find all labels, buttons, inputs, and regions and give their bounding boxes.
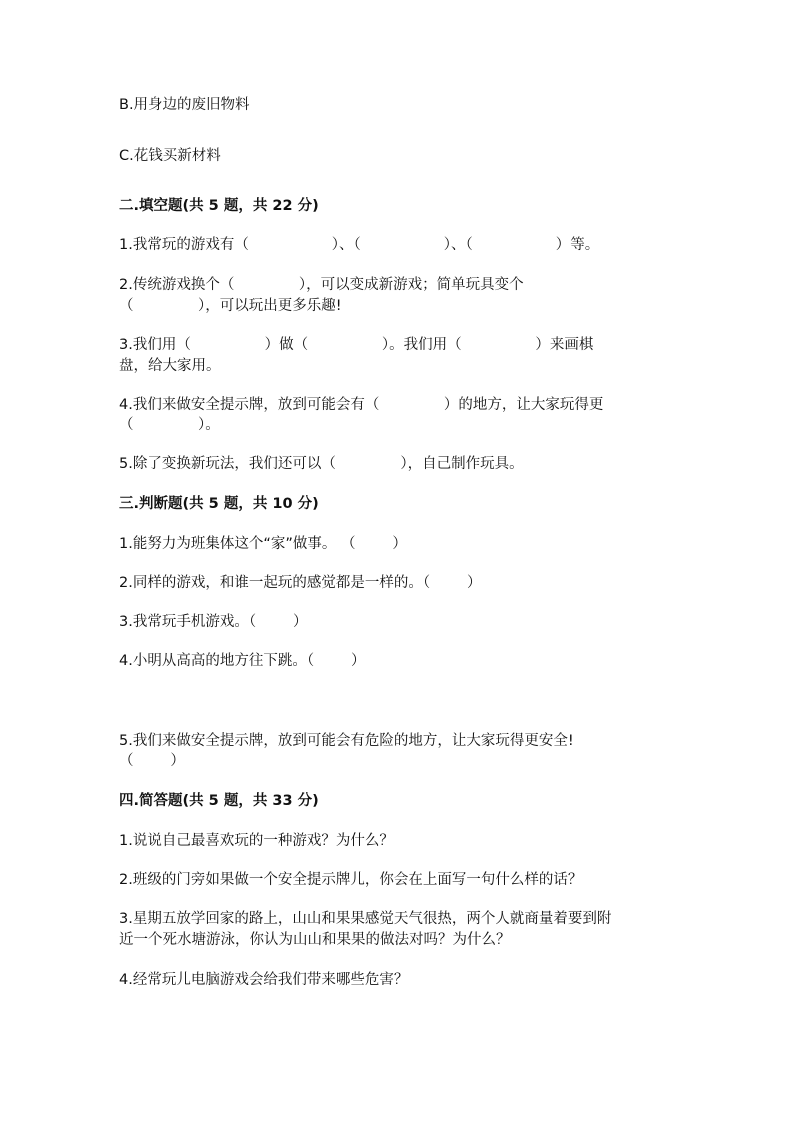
short-answer-question-3-line-1: 3.星期五放学回家的路上，山山和果果感觉天气很热，两个人就商量着要到附	[119, 911, 612, 927]
fill-blank-question-3-line-1: 3.我们用（ ）做（ ）。我们用（ ）来画棋	[119, 337, 594, 353]
true-false-question-4: 4.小明从高高的地方往下跳。（ ）	[119, 653, 366, 669]
true-false-question-3: 3.我常玩手机游戏。（ ）	[119, 614, 308, 630]
true-false-question-1: 1.能努力为班集体这个“家”做事。 （ ）	[119, 536, 407, 552]
section-heading-true-false: 三.判断题(共 5 题，共 10 分)	[119, 496, 319, 512]
fill-blank-question-5: 5.除了变换新玩法，我们还可以（ ），自己制作玩具。	[119, 456, 524, 472]
fill-blank-question-1: 1.我常玩的游戏有（ ）、（ ）、（ ）等。	[119, 237, 600, 253]
fill-blank-question-3-line-2: 盘，给大家用。	[119, 358, 221, 374]
fill-blank-question-4-line-1: 4.我们来做安全提示牌，放到可能会有（ ）的地方，让大家玩得更	[119, 397, 604, 413]
short-answer-question-1: 1.说说自己最喜欢玩的一种游戏？为什么？	[119, 833, 394, 849]
option-b: B.用身边的废旧物料	[119, 97, 250, 113]
section-heading-short-answer: 四.简答题(共 5 题，共 33 分)	[119, 793, 319, 809]
short-answer-question-2: 2.班级的门旁如果做一个安全提示牌儿，你会在上面写一句什么样的话？	[119, 872, 583, 888]
short-answer-question-4: 4.经常玩儿电脑游戏会给我们带来哪些危害？	[119, 972, 409, 988]
true-false-question-5-line-1: 5.我们来做安全提示牌，放到可能会有危险的地方，让大家玩得更安全!	[119, 733, 574, 749]
fill-blank-question-2-line-2: （ ），可以玩出更多乐趣!	[119, 298, 342, 314]
fill-blank-question-4-line-2: （ ）。	[119, 417, 220, 433]
short-answer-question-3-line-2: 近一个死水塘游泳，你认为山山和果果的做法对吗？为什么？	[119, 932, 511, 948]
true-false-question-2: 2.同样的游戏，和谁一起玩的感觉都是一样的。（ ）	[119, 575, 482, 591]
option-c: C.花钱买新材料	[119, 148, 221, 164]
section-heading-fill-blank: 二.填空题(共 5 题，共 22 分)	[119, 198, 319, 214]
fill-blank-question-2-line-1: 2.传统游戏换个（ ），可以变成新游戏；简单玩具变个	[119, 277, 524, 293]
true-false-question-5-line-2: （ ）	[119, 753, 185, 769]
